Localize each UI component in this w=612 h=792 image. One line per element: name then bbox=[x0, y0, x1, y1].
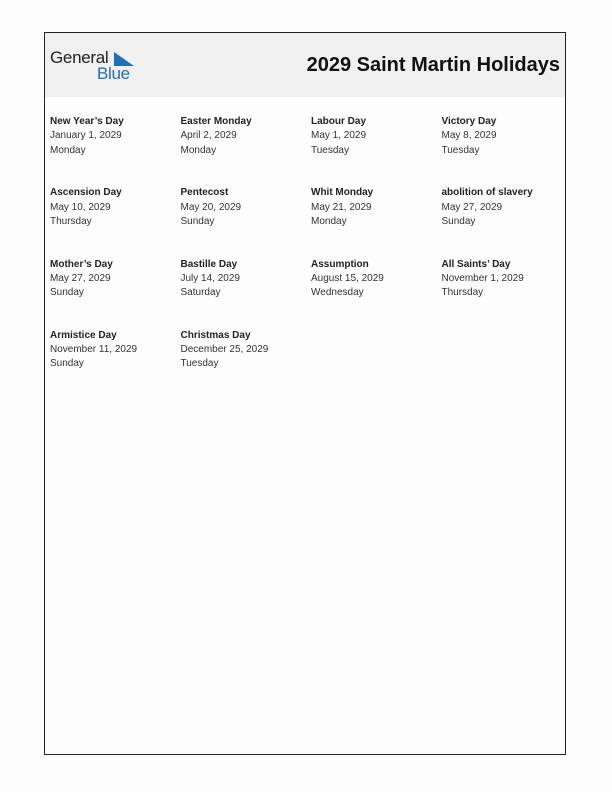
holiday-weekday: Tuesday bbox=[180, 358, 219, 370]
holiday-weekday: Thursday bbox=[50, 215, 92, 227]
holiday-name: Assumption bbox=[311, 258, 369, 270]
holiday-entry bbox=[181, 258, 312, 329]
holiday-weekday: Sunday bbox=[50, 358, 84, 370]
page-title: 2029 Saint Martin Holidays bbox=[306, 54, 560, 76]
holiday-date: November 1, 2029 bbox=[441, 272, 524, 284]
holiday-date: May 8, 2029 bbox=[441, 130, 497, 142]
holiday-weekday: Sunday bbox=[50, 287, 84, 299]
holiday-entry bbox=[311, 258, 442, 329]
holiday-entry bbox=[50, 186, 181, 257]
holiday-date: May 20, 2029 bbox=[180, 201, 242, 213]
holiday-entry bbox=[442, 115, 573, 186]
holiday-entry bbox=[50, 258, 181, 329]
holiday-entry bbox=[181, 329, 312, 400]
holiday-weekday: Saturday bbox=[180, 287, 221, 299]
holiday-weekday: Tuesday bbox=[441, 144, 480, 156]
holiday-date: November 11, 2029 bbox=[50, 344, 138, 356]
holiday-weekday: Tuesday bbox=[311, 144, 349, 156]
logo bbox=[50, 48, 140, 84]
holiday-entry bbox=[181, 115, 312, 186]
holiday-weekday: Monday bbox=[50, 144, 86, 156]
holiday-date: January 1, 2029 bbox=[50, 130, 122, 142]
holiday-grid bbox=[50, 115, 570, 400]
holiday-name: Pentecost bbox=[180, 187, 229, 199]
holiday-entry bbox=[311, 115, 442, 186]
holiday-name: Bastille Day bbox=[180, 258, 238, 270]
holiday-date: April 2, 2029 bbox=[180, 130, 237, 142]
holiday-weekday: Monday bbox=[311, 215, 347, 227]
holiday-name: All Saints’ Day bbox=[441, 258, 511, 270]
holiday-date: May 10, 2029 bbox=[50, 201, 111, 213]
holiday-name: Christmas Day bbox=[180, 329, 251, 341]
holiday-name: Mother’s Day bbox=[50, 258, 113, 270]
holiday-entry bbox=[50, 329, 181, 400]
holiday-name: abolition of slavery bbox=[441, 187, 533, 199]
holiday-date: May 21, 2029 bbox=[311, 201, 372, 213]
holiday-date: August 15, 2029 bbox=[311, 272, 384, 284]
holiday-name: Victory Day bbox=[441, 116, 497, 127]
holiday-name: Ascension Day bbox=[50, 187, 122, 199]
holiday-weekday: Wednesday bbox=[311, 287, 364, 299]
holiday-weekday: Thursday bbox=[441, 287, 484, 299]
logo-blue-text: Blue bbox=[97, 64, 130, 83]
holiday-entry bbox=[442, 258, 573, 329]
holiday-name: New Year’s Day bbox=[50, 116, 124, 127]
holiday-date: May 27, 2029 bbox=[50, 272, 111, 284]
holiday-name: Armistice Day bbox=[50, 329, 117, 341]
holiday-date: July 14, 2029 bbox=[180, 272, 240, 284]
holiday-name: Labour Day bbox=[311, 116, 367, 127]
holiday-entry bbox=[311, 186, 442, 257]
header bbox=[45, 33, 565, 97]
holiday-date: May 1, 2029 bbox=[311, 130, 367, 142]
holiday-entry bbox=[442, 186, 573, 257]
logo-general-text: General bbox=[50, 48, 109, 67]
holiday-entry bbox=[50, 115, 181, 186]
holiday-name: Whit Monday bbox=[311, 187, 374, 199]
holiday-weekday: Sunday bbox=[441, 215, 476, 227]
holiday-weekday: Sunday bbox=[180, 215, 215, 227]
holiday-date: December 25, 2029 bbox=[180, 344, 269, 356]
holiday-name: Easter Monday bbox=[180, 116, 252, 127]
holiday-entry bbox=[181, 186, 312, 257]
holiday-date: May 27, 2029 bbox=[441, 201, 503, 213]
holiday-weekday: Monday bbox=[180, 144, 217, 156]
page-frame bbox=[44, 32, 566, 755]
